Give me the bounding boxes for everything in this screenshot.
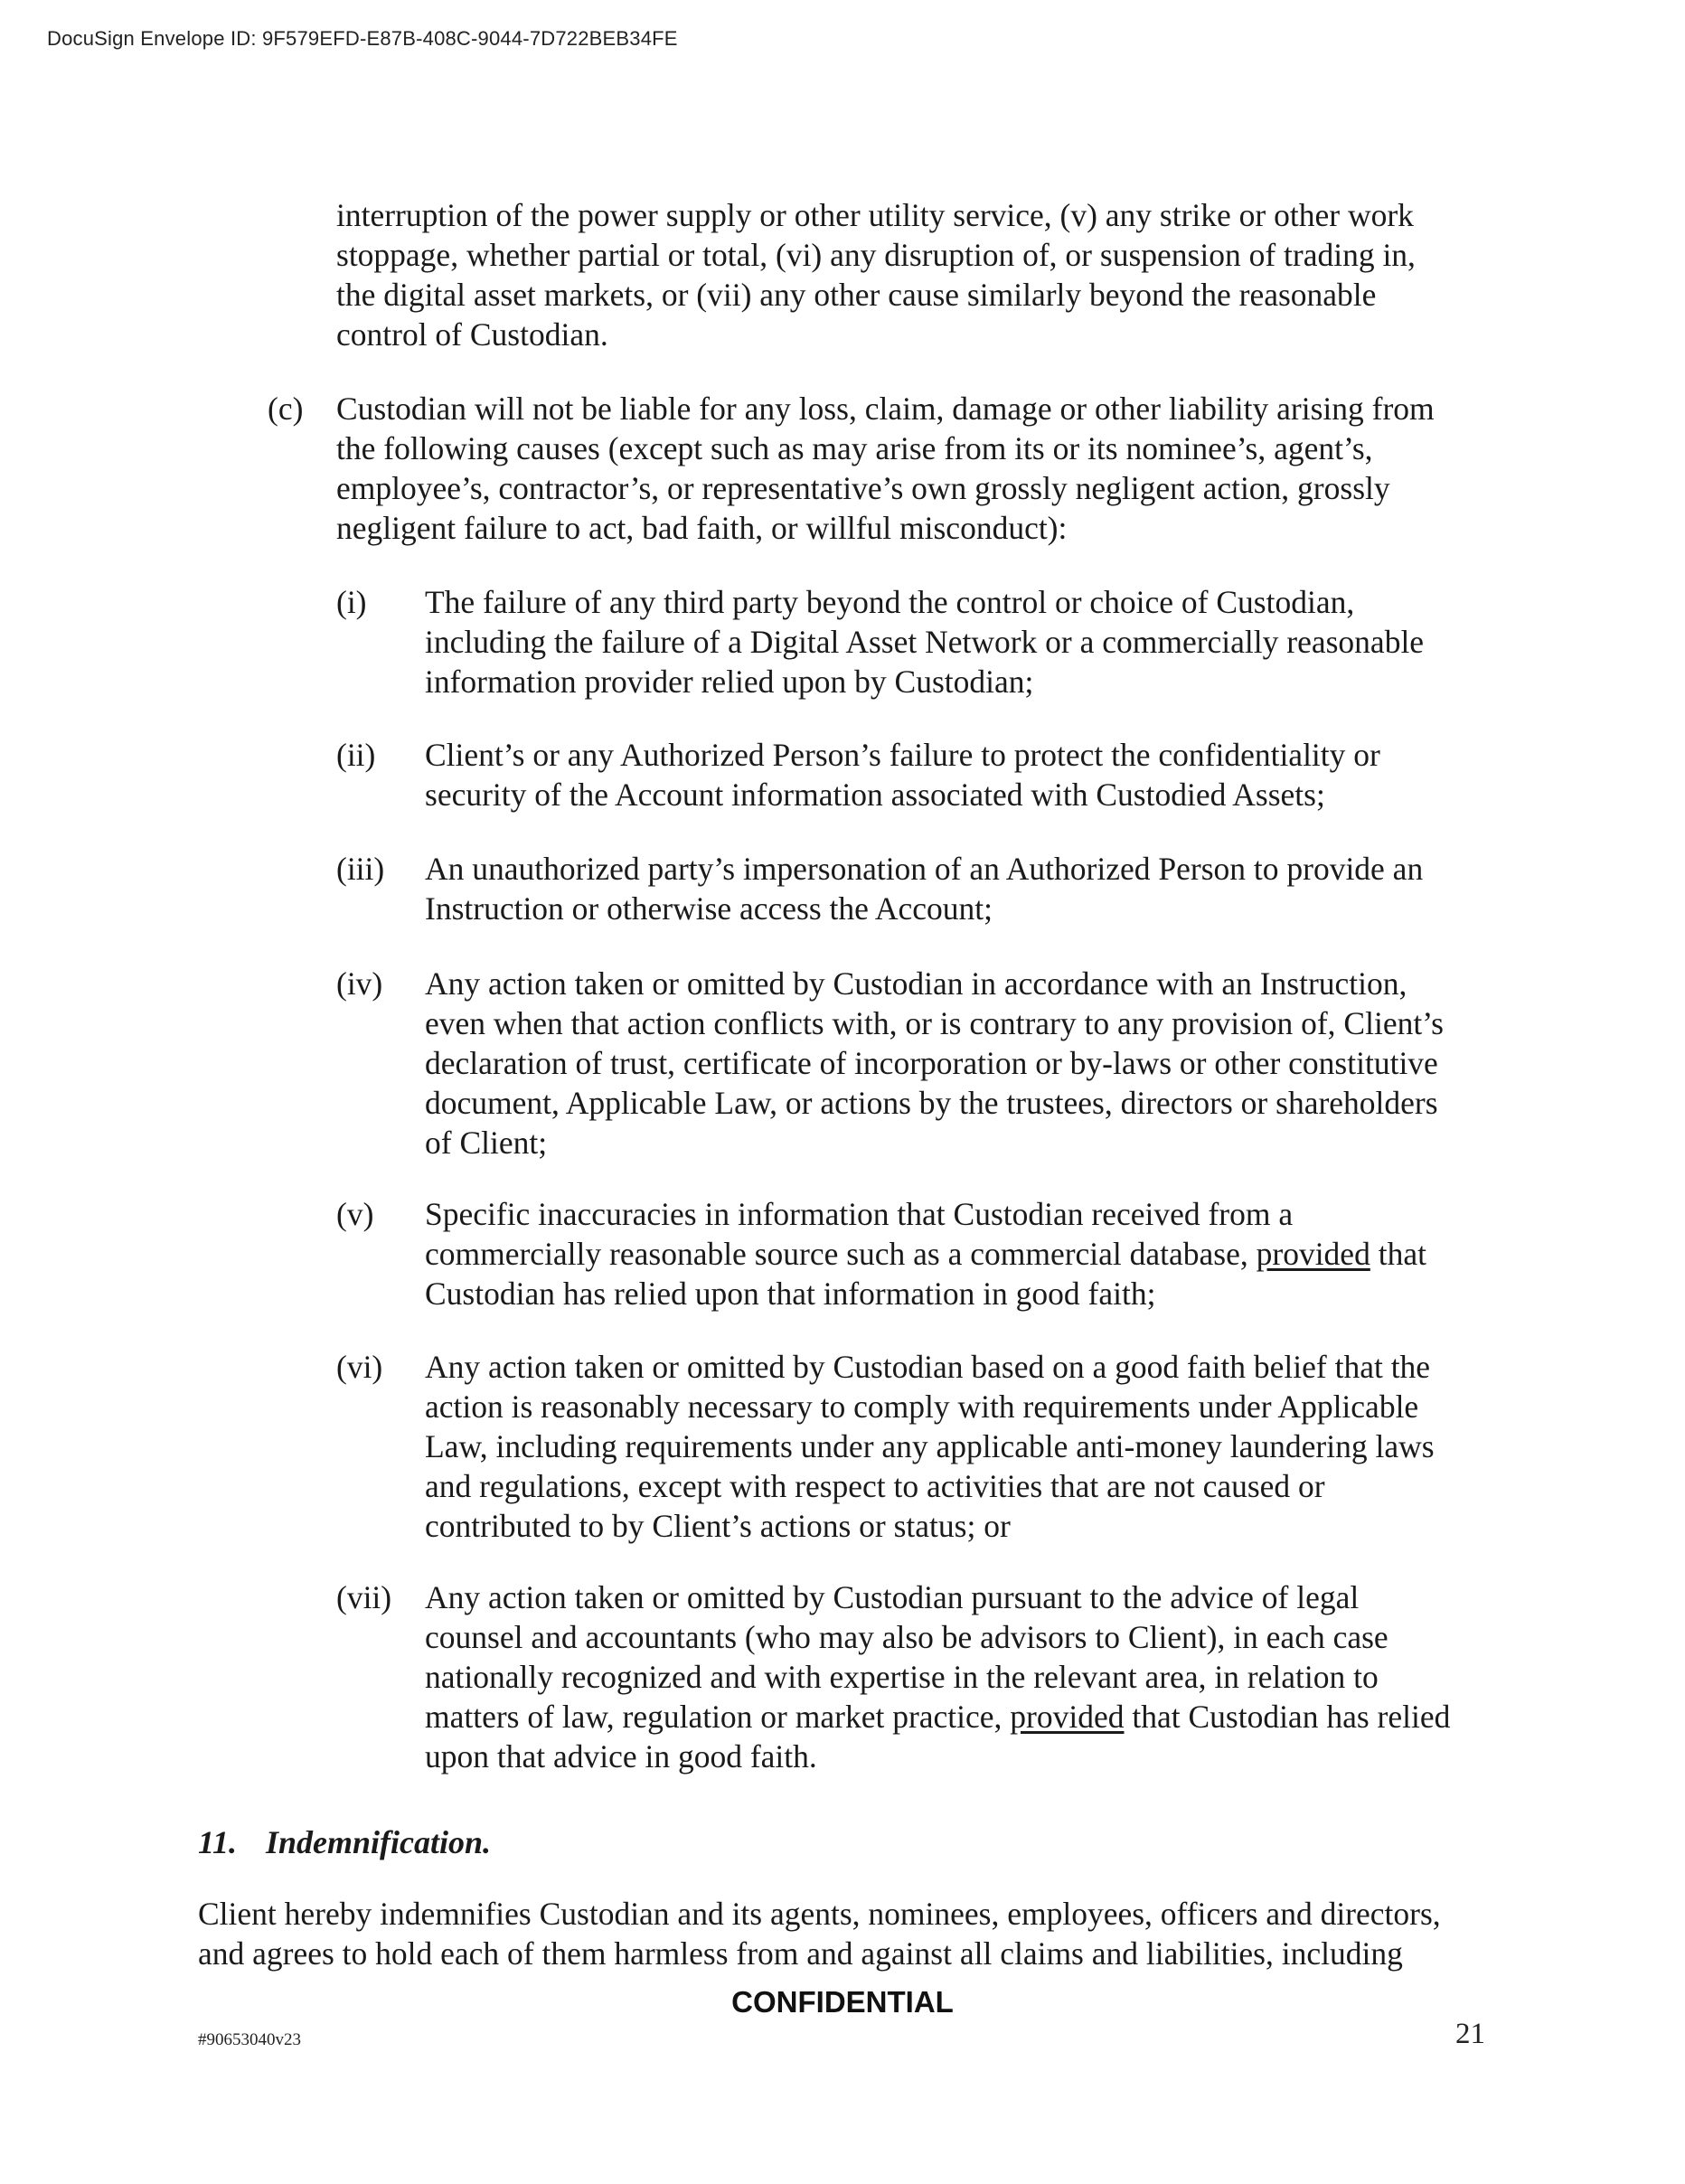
text-line: including the failure of a Digital Asset Network or a commercially reasonable (425, 624, 1425, 660)
text-line: counsel and accountants (who may also be advisors to Client), in each case (425, 1619, 1388, 1655)
text-line: Law, including requirements under any applicable anti-money laundering laws (425, 1428, 1435, 1464)
text-line: the digital asset markets, or (vii) any other cause similarly beyond the reasonable (336, 277, 1377, 313)
text-line: Specific inaccuracies in information that Custodian received from a (425, 1196, 1294, 1232)
text-line: Custodian will not be liable for any loss, claim, damage or other liability arising from (336, 391, 1435, 427)
text-segment: matters of law, regulation or market practice, (425, 1699, 1011, 1735)
text-line (425, 1697, 1528, 1737)
text-line: interruption of the power supply or other utility service, (v) any strike or other work (336, 197, 1414, 233)
text-line: upon that advice in good faith. (425, 1738, 817, 1774)
text-segment: that (1370, 1236, 1426, 1272)
text-line: of Client; (425, 1125, 548, 1161)
text-line: Client’s or any Authorized Person’s failure to protect the confidentiality or (425, 737, 1380, 773)
item-number: (vi) (336, 1349, 383, 1385)
page-number: 21 (1455, 2018, 1485, 2050)
text-line: An unauthorized party’s impersonation of an Authorized Person to provide an (425, 851, 1424, 887)
text-segment: that Custodian has relied (1124, 1699, 1451, 1735)
text-line: Client hereby indemnifies Custodian and its agents, nominees, employees, officers and directors, (198, 1896, 1441, 1932)
item-number: (vii) (336, 1579, 392, 1615)
text-line: the following causes (except such as may arise from its or its nominee’s, agent’s, (336, 430, 1373, 466)
text-line: Custodian has relied upon that information in good faith; (425, 1276, 1156, 1312)
continuation-paragraph (336, 195, 1511, 354)
section-11-text (198, 1894, 1482, 1973)
text-line: nationally recognized and with expertise in the relevant area, in relation to (425, 1659, 1379, 1695)
text-line: Any action taken or omitted by Custodian pursuant to the advice of legal (425, 1579, 1360, 1615)
text-line (425, 1234, 1528, 1274)
item-number: (i) (336, 584, 367, 620)
item-text (425, 964, 1528, 1163)
document-number: #90653040v23 (198, 2030, 301, 2049)
item-text (425, 582, 1528, 701)
paragraph-label: (c) (268, 391, 304, 427)
item-text (425, 735, 1528, 814)
provided-underlined: provided (1010, 1699, 1125, 1735)
text-line: control of Custodian. (336, 316, 608, 353)
text-line: and agrees to hold each of them harmless from and against all claims and liabilities, including (198, 1935, 1403, 1972)
text-line: information provider relied upon by Custodian; (425, 664, 1034, 700)
section-heading (198, 1822, 491, 1862)
text-line: contributed to by Client’s actions or status; or (425, 1508, 1011, 1544)
item-text (425, 849, 1528, 928)
text-line: security of the Account information associated with Custodied Assets; (425, 777, 1325, 813)
text-line: Any action taken or omitted by Custodian based on a good faith belief that the (425, 1349, 1431, 1385)
confidential-label: CONFIDENTIAL (731, 1985, 954, 2019)
text-line: action is reasonably necessary to comply with requirements under Applicable (425, 1389, 1419, 1425)
text-line: stoppage, whether partial or total, (vi) any disruption of, or suspension of trading in, (336, 237, 1416, 273)
item-number: (ii) (336, 737, 376, 773)
item-text (425, 1577, 1528, 1776)
item-number: (v) (336, 1196, 374, 1232)
section-number: 11. (198, 1824, 238, 1860)
section-title: Indemnification. (266, 1824, 492, 1860)
item-text (425, 1347, 1528, 1546)
text-line: Any action taken or omitted by Custodian in accordance with an Instruction, (425, 965, 1407, 1002)
text-line: employee’s, contractor’s, or representative’s own grossly negligent action, grossly (336, 470, 1390, 506)
item-number: (iii) (336, 851, 385, 887)
item-number: (iv) (336, 965, 383, 1002)
text-line: even when that action conflicts with, or is contrary to any provision of, Client’s (425, 1005, 1444, 1041)
text-line: document, Applicable Law, or actions by the trustees, directors or shareholders (425, 1085, 1438, 1121)
docusign-envelope-id: DocuSign Envelope ID: 9F579EFD-E87B-408C-9044-7D722BEB34FE (47, 27, 678, 50)
text-segment: commercially reasonable source such as a commercial database, (425, 1236, 1257, 1272)
text-line: negligent failure to act, bad faith, or willful misconduct): (336, 510, 1068, 546)
text-line: declaration of trust, certificate of incorporation or by-laws or other constitutive (425, 1045, 1438, 1081)
text-line: The failure of any third party beyond the control or choice of Custodian, (425, 584, 1355, 620)
item-text (425, 1194, 1528, 1313)
text-line: Instruction or otherwise access the Account; (425, 890, 993, 927)
text-line: and regulations, except with respect to activities that are not caused or (425, 1468, 1325, 1504)
provided-underlined: provided (1256, 1236, 1370, 1272)
paragraph-body (336, 389, 1511, 548)
